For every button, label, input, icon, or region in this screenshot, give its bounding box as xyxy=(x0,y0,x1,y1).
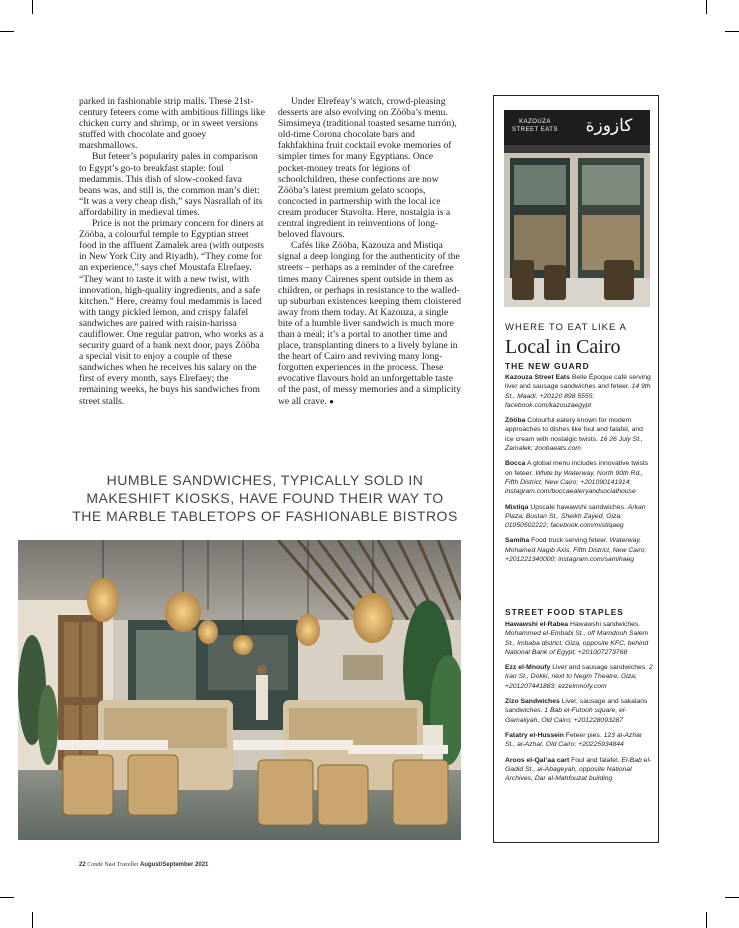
paragraph xyxy=(278,240,462,406)
section-heading-street-food: STREET FOOD STAPLES xyxy=(505,607,624,617)
list-item xyxy=(505,731,653,750)
venue-info: Arkan Plaza, Bustan St., Sheikh Zayed, Giza; 01050502222; facebook.com/mistiqaeg xyxy=(505,503,646,530)
pull-quote: HUMBLE SANDWICHES, TYPICALLY SOLD IN MAKESHIFT KIOSKS, HAVE FOUND THEIR WAY TO THE MARBLE TABLETOPS OF FASHIONABLE BISTROS xyxy=(72,472,458,524)
end-mark: ● xyxy=(329,396,334,406)
list-item xyxy=(505,459,653,496)
venue-info: White by Waterway, North 90th Rd., Fifth District, New Cairo; +201090141914; instagram.com/boccaeateryandsocialhouse xyxy=(505,469,644,496)
venue-name: Bocca xyxy=(505,460,526,468)
issue-date: August/September 2021 xyxy=(140,862,209,868)
venue-desc: Hawawshi sandwiches. xyxy=(569,621,641,628)
venue-desc: Upscale hawawshi sandwiches. xyxy=(530,503,626,511)
venue-name: Ezz el-Mnoufy xyxy=(505,664,551,672)
venue-name: Kazouza Street Eats xyxy=(505,374,570,381)
paragraph: But feteer’s popularity pales in comparison to Egypt’s go-to breakfast staple: foul medammis. This dish of slow-cooked fava beans was, and still is, the common man’s diet: “It was a very cheap dish,” says Nasrallah of its affordability in medieval times. xyxy=(79,151,263,218)
list-item xyxy=(505,620,653,657)
list-item xyxy=(505,373,653,410)
sidebar-title: Local in Cairo xyxy=(505,336,621,358)
list-item xyxy=(505,416,653,453)
venue-info: 123 al-Azhar St., al-Azhar, Old Cairo; +20225934844 xyxy=(505,731,643,749)
list-item xyxy=(505,756,653,784)
venue-name: Zööba xyxy=(505,417,526,425)
paragraph-text: Cafés like Zööba, Kazouza and Mistiqa signal a deep longing for the authenticity of the streets – perhaps as a reminder of the carefree times many Cairenes spent outside in them as children, or perhaps in resistance to the walled-up suburban existences keeping them cloistered away from them today. At Kazouza, a single bite of a humble liver sandwich is much more than a meal; it’s a portal to another time and place, transplanting diners to a lively bylane in the heart of Cairo and reviving many long-forgotten experiences in the process. These evocative flavours hold an unforgettable taste of the past, of messy memories and a simplicity we all crave. xyxy=(278,240,462,407)
article-column-2 xyxy=(278,96,462,407)
page-footer xyxy=(79,862,208,868)
list-item xyxy=(505,503,653,531)
venue-info: 16 26 July St., Zamalek; zoobaeats.com xyxy=(505,435,643,453)
venue-name: Aroos el-Qal’aa cart xyxy=(505,756,570,764)
paragraph: parked in fashionable strip malls. These 21st-century feteers come with ambitious fillings like chicken curry and shrimp, or in sweet versions stuffed with chocolate and gooey marshmallows. xyxy=(79,96,265,152)
venue-desc: Foul and falafel. xyxy=(571,756,620,764)
venue-name: Mistiqa xyxy=(505,503,529,511)
venue-info: 14 9th St., Maadi; +20120 898 5555; facebook.com/kazouzaegypt xyxy=(505,383,651,409)
new-guard-list xyxy=(505,373,653,570)
photo-sign-ar: كازوزة xyxy=(585,116,633,136)
where-to-eat-sidebar xyxy=(493,95,659,843)
venue-info: Mohammed el-Embabi St., off Mamdouh Salem St., Imbaba district, Giza, opposite KFC, behind National Bank of Egypt; +201007273768 xyxy=(505,630,649,656)
venue-desc: Colourful eatery known for modern approaches to dishes like foul and falafel, and ice cream with nostalgic twists. xyxy=(505,417,643,443)
list-item xyxy=(505,536,653,564)
photo-sign-en: KAZOUZA STREET EATS xyxy=(512,119,558,133)
list-item xyxy=(505,697,653,725)
venue-desc: A global menu includes innovative twists on feteer. xyxy=(505,460,649,477)
venue-name: Samiha xyxy=(505,537,530,545)
venue-desc: Liver, sausage and sakalans sandwiches. xyxy=(505,698,648,715)
venue-name: Hawawshi el-Rabea xyxy=(505,621,569,628)
publication-name: Condé Nast Traveller xyxy=(87,862,139,868)
venue-name: Fatatry el-Hussein xyxy=(505,731,564,739)
list-item xyxy=(505,663,653,691)
venue-desc: Liver and sausage sandwiches. xyxy=(552,664,648,672)
article-column-1 xyxy=(79,96,265,407)
restaurant-interior-photo xyxy=(18,540,461,840)
venue-info: 2 Iran St., Dokki, next to Negm Theatre, Giza; +201207441883; ezzelmnofy.com xyxy=(505,664,653,690)
venue-info: Waterway, Mohamed Nagib Axis, Fifth District, New Cairo; +201221340000; instagram.com/samihaeg xyxy=(505,537,647,564)
venue-info: 1 Bab el-Futooh square, el-Gamaliyah, Old Cairo; +201228093287 xyxy=(505,707,627,724)
paragraph: Price is not the primary concern for diners at Zööba, a colourful temple to Egyptian street food in the affluent Zamalek area (with outposts in New York City and Riyadh). “They come for an experience,” says chef Moustafa Elrefaey. “They want to taste it with a new twist, with innovation, high-quality ingredients, and a safe kitchen.” Here, creamy foul medammis is laced with tangy pickled lemon, and crispy falafel sandwiches are paired with raisin-harissa cauliflower. One regular patron, who works as a security guard of a bank next door, pays Zööba a special visit to enjoy a couple of these sandwiches when he receives his salary on the first of every month, says Elrefaey; the remaining weeks, he buys his sandwiches from street stalls. xyxy=(79,218,264,407)
venue-desc: Food truck serving feteer. xyxy=(531,537,608,545)
venue-name: Zizo Sandwiches xyxy=(505,698,560,706)
venue-desc: Feteer pies. xyxy=(565,731,602,739)
section-heading-new-guard: THE NEW GUARD xyxy=(505,361,590,371)
venue-desc: Belle Époque café serving liver and sausage sandwiches and feteer. xyxy=(505,374,651,391)
paragraph: Under Elrefeay’s watch, crowd-pleasing desserts are also evolving on Zööba’s menu. Simsimeya (traditional toasted sesame turrón), old-time Corona chocolate bars and fakhfakhina fruit cocktail evoke memories of simpler times for many Egyptians. Once pocket-money treats for legions of schoolchildren, these confections are now Zööba’s latest premium gelato scoops, concocted in partnership with the local ice cream producer Stavolta. Here, nostalgia is a central ingredient in reinventions of long-beloved flavours. xyxy=(278,96,457,241)
page-number: 22 xyxy=(79,862,86,868)
venue-info: El-Bab el-Gadid St., al-Abageyah, opposite National Archives, Dar al-Mahfouzat building xyxy=(505,756,652,783)
sidebar-kicker: WHERE TO EAT LIKE A xyxy=(505,322,627,333)
street-food-list xyxy=(505,620,653,789)
kazouza-storefront-photo xyxy=(504,110,650,307)
